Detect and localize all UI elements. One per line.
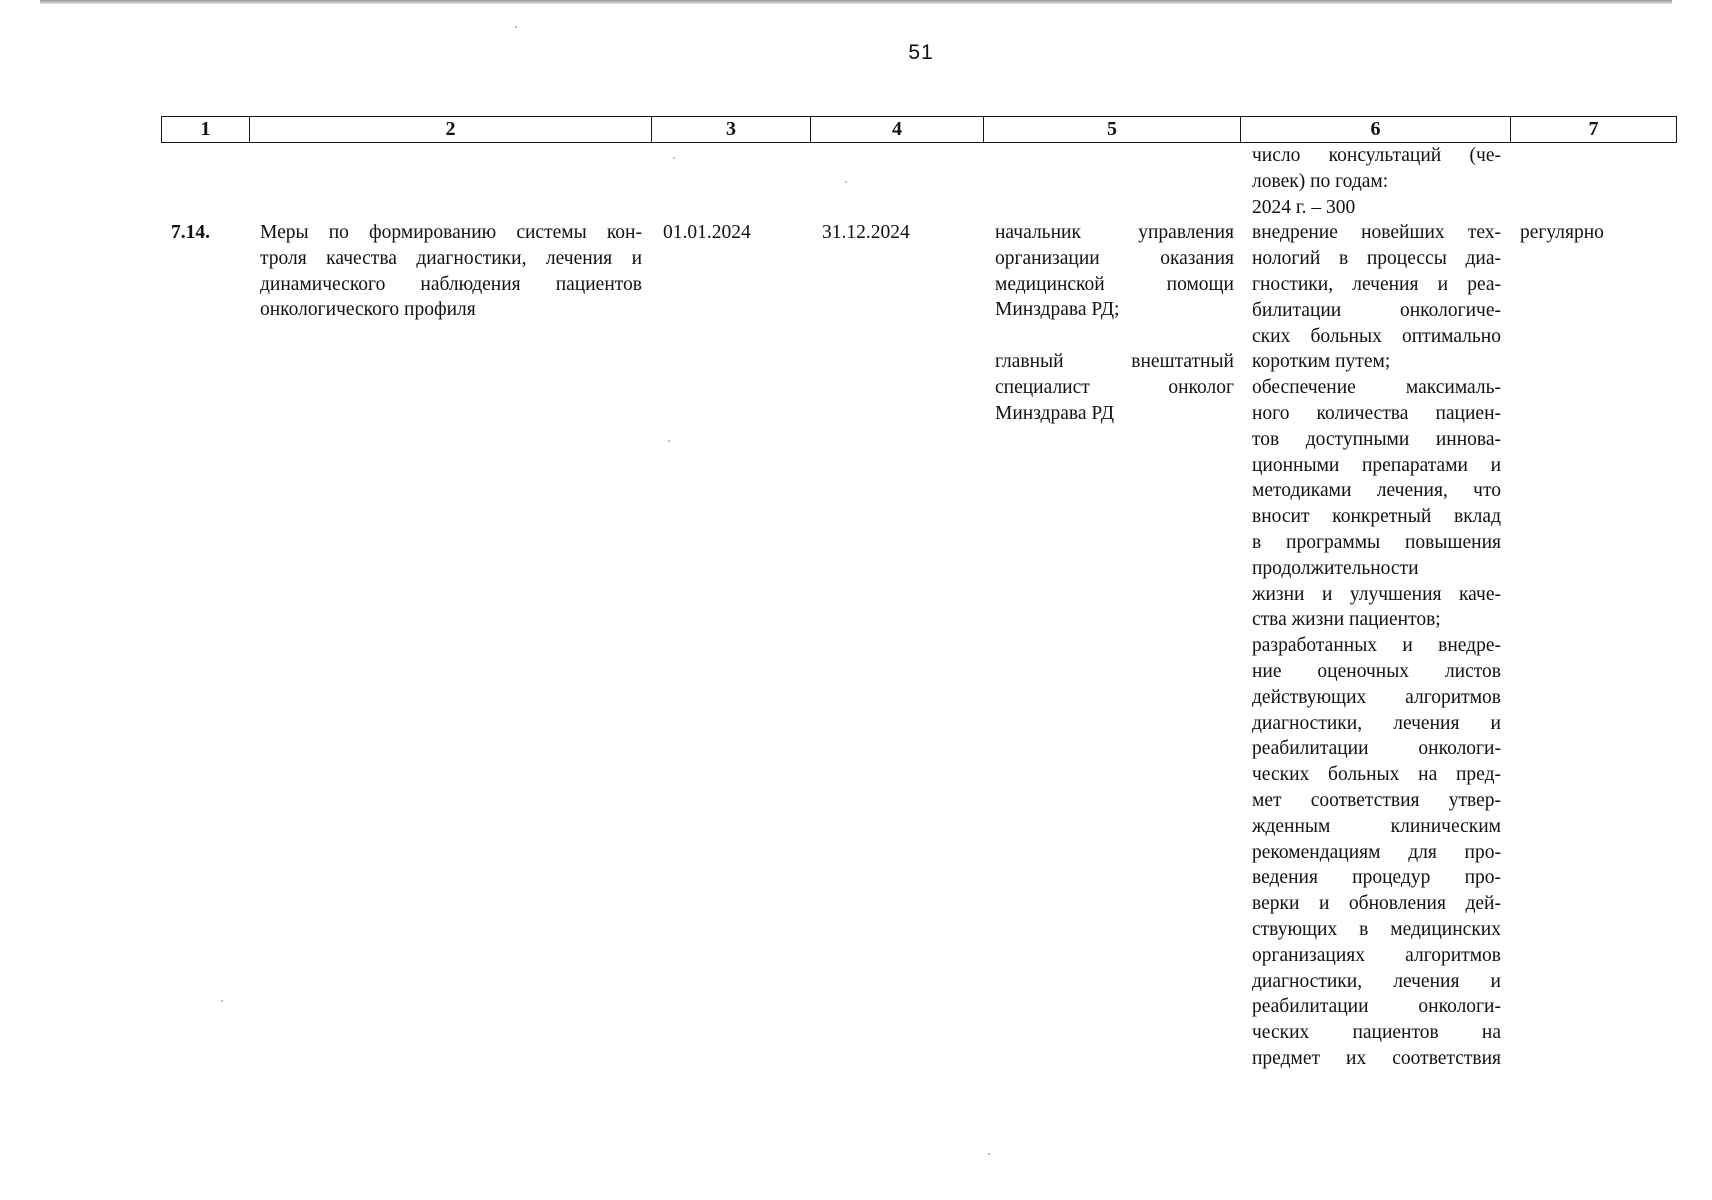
scan-edge	[40, 0, 1672, 4]
column-header-6: 6	[1241, 117, 1511, 143]
end-date: 31.12.2024	[822, 222, 910, 243]
result-line: диагностики, лечения и	[1252, 970, 1501, 992]
column-header-4: 4	[811, 117, 984, 143]
result-line: ствующих в медицинских	[1252, 918, 1501, 940]
result-line: ческих больных на пред-	[1252, 764, 1501, 786]
result-line: организациях алгоритмов	[1252, 944, 1501, 966]
column-header-7: 7	[1511, 117, 1677, 143]
column-header-2: 2	[250, 117, 652, 143]
responsible-line: медицинской помощи	[995, 273, 1234, 295]
result-line: нологий в процессы диа-	[1252, 248, 1501, 270]
result-line: ного количества пациен-	[1252, 402, 1501, 424]
result-line: в программы повышения	[1252, 531, 1501, 553]
result-line: ционными препаратами и	[1252, 454, 1501, 476]
page-number: 51	[908, 41, 934, 64]
carry-over-line: ловек) по годам:	[1252, 170, 1389, 192]
responsible-line: Минздрава РД;	[995, 299, 1120, 321]
responsible-line: начальник управления	[995, 222, 1234, 243]
result-line: тов доступными иннова-	[1252, 428, 1501, 450]
carry-over-line: число консультаций (че-	[1252, 145, 1501, 166]
column-header-1: 1	[162, 117, 250, 143]
responsible-line: главный внештатный	[995, 350, 1234, 372]
table-header-row	[161, 116, 1677, 143]
result-line: ства жизни пациентов;	[1252, 609, 1441, 631]
result-line: обеспечение максималь-	[1252, 377, 1501, 399]
result-line: билитации онкологиче-	[1252, 299, 1501, 321]
responsible-line: специалист онколог	[995, 376, 1234, 398]
responsible-persons	[995, 220, 1234, 426]
result-line: коротким путем;	[1252, 351, 1391, 373]
result-line: верки и обновления дей-	[1252, 893, 1501, 915]
responsible-line: организации оказания	[995, 247, 1234, 269]
result-line: жизни и улучшения каче-	[1252, 583, 1501, 605]
result-line: мет соответствия утвер-	[1252, 789, 1501, 811]
result-line: продолжительности	[1252, 557, 1419, 579]
result-line: жденным клиническим	[1252, 815, 1501, 837]
scan-speck	[221, 1000, 223, 1002]
measure-name-line: онкологического профиля	[260, 299, 476, 321]
scan-speck	[515, 26, 517, 28]
scan-speck	[668, 440, 670, 442]
result-line: гностики, лечения и реа-	[1252, 273, 1501, 295]
result-line: предмет их соответствия	[1252, 1047, 1501, 1069]
measures-table	[161, 116, 1676, 1143]
scan-speck	[988, 1153, 990, 1155]
result-line: ческих пациентов на	[1252, 1022, 1501, 1044]
row-number: 7.14.	[171, 222, 210, 243]
result-line: ведения процедур про-	[1252, 867, 1501, 889]
measure-name-line: троля качества диагностики, лечения и	[260, 247, 642, 269]
scan-speck	[845, 181, 847, 183]
result-line: реабилитации онкологи-	[1252, 738, 1501, 760]
measure-name-line: Меры по формированию системы кон-	[260, 222, 642, 243]
result-line: ских больных оптимально	[1252, 325, 1501, 347]
result-line: вносит конкретный вклад	[1252, 506, 1501, 528]
start-date: 01.01.2024	[663, 222, 751, 243]
result-line: внедрение новейших тех-	[1252, 222, 1501, 244]
periodicity: регулярно	[1520, 222, 1604, 243]
result-line: рекомендациям для про-	[1252, 841, 1501, 863]
result-line: методиками лечения, что	[1252, 480, 1501, 502]
result-line: реабилитации онкологи-	[1252, 996, 1501, 1018]
column-header-3: 3	[652, 117, 811, 143]
column-header-5: 5	[984, 117, 1241, 143]
result-line: ние оценочных листов	[1252, 660, 1501, 682]
scan-speck	[673, 157, 675, 159]
measure-name	[260, 220, 642, 323]
result-line: разработанных и внедре-	[1252, 635, 1501, 657]
result-line: диагностики, лечения и	[1252, 712, 1501, 734]
carry-over-line: 2024 г. – 300	[1252, 196, 1356, 218]
expected-result	[1252, 143, 1501, 1072]
result-line: действующих алгоритмов	[1252, 686, 1501, 708]
responsible-line: Минздрава РД	[995, 402, 1115, 424]
measure-name-line: динамического наблюдения пациентов	[260, 273, 642, 295]
table-row	[161, 143, 1676, 1143]
